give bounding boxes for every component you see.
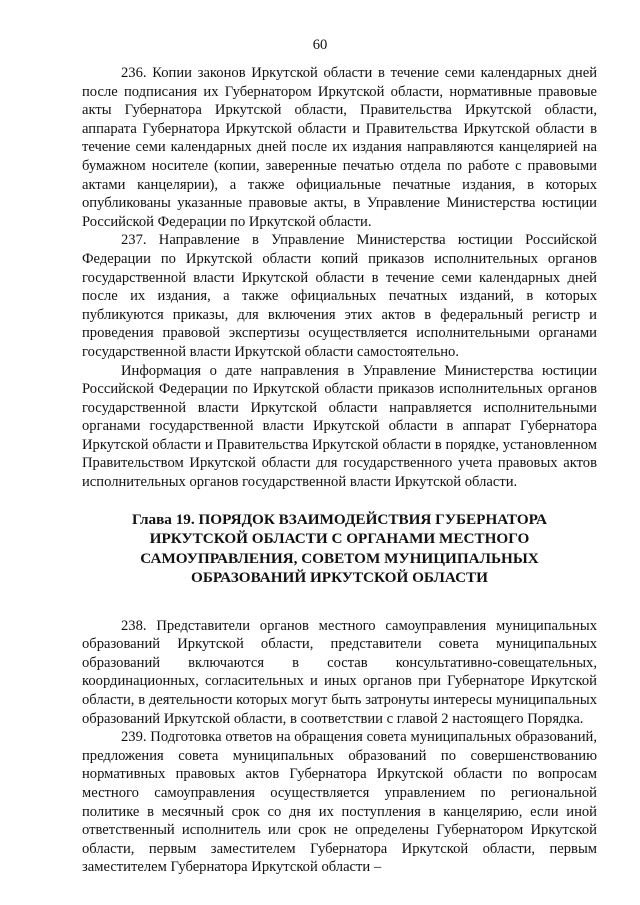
paragraph-238: 238. Представители органов местного самоуправления муниципальных образований Иркутской области, представители совета муниципальных образований включаются в состав консультативно-совещательных, координационных, согласительных и иных органов при Губернаторе Иркутской области, в деятельности которых могут быть затронуты интересы муниципальных образований Иркутской области, в соответствии с главой 2 настоящего Порядка.: [82, 617, 597, 727]
text-block-bottom: [82, 510, 597, 877]
paragraph-239: 239. Подготовка ответов на обращения совета муниципальных образований, предложения совета муниципальных образований по совершенствованию нормативных правовых актов Губернатора Иркутской области по вопросам местного самоуправления осуществляется управлением по региональной политике в месячный срок со дня их поступления в канцелярию, если иной ответственный исполнитель или срок не определены Губернатором Иркутской области, первым заместителем Губернатора Иркутской области, первым заместителем Губернатора Иркутской области –: [82, 729, 597, 876]
text-block-top: [82, 64, 597, 492]
paragraph-information: Информация о дате направления в Управление Министерства юстиции Российской Федерации по Иркутской области приказов исполнительных органов государственной власти Иркутской области направляется исполнительными органами государственной власти Иркутской области в аппарат Губернатора Иркутской области и Правительства Иркутской области в порядке, установленном Правительством Иркутской области для государственного учета правовых актов исполнительных органов государственной власти Иркутской области.: [82, 362, 597, 491]
page-number: 60: [312, 37, 328, 53]
paragraph-236: 236. Копии законов Иркутской области в течение семи календарных дней после подписания их Губернатором Иркутской области, нормативные правовые акты Губернатора Иркутской области, Правительства Иркутской области, аппарата Губернатора Иркутской области и Правительства Иркутской области в течение семи календарных дней после их издания направляются канцелярией на бумажном носителе (копии, заверенные печатью отдела по работе с правовыми актами канцелярии), а также официальные печатные издания, в которых опубликованы указанные правовые акты, в Управление Министерства юстиции Российской Федерации по Иркутской области.: [82, 65, 597, 230]
paragraph-237: 237. Направление в Управление Министерства юстиции Российской Федерации по Иркутской области копий приказов исполнительных органов государственной власти Иркутской области в течение семи календарных дней после их издания, а также официальных печатных изданий, в которых публикуются приказы, для включения этих актов в федеральный регистр и проведения правовой экспертизы осуществляется исполнительными органами государственной власти Иркутской области самостоятельно.: [82, 232, 597, 360]
chapter-heading: Глава 19. ПОРЯДОК ВЗАИМОДЕЙСТВИЯ ГУБЕРНАТОРА ИРКУТСКОЙ ОБЛАСТИ С ОРГАНАМИ МЕСТНОГО САМОУПРАВЛЕНИЯ, СОВЕТОМ МУНИЦИПАЛЬНЫХ ОБРАЗОВАНИЙ ИРКУТСКОЙ ОБЛАСТИ: [132, 511, 547, 587]
